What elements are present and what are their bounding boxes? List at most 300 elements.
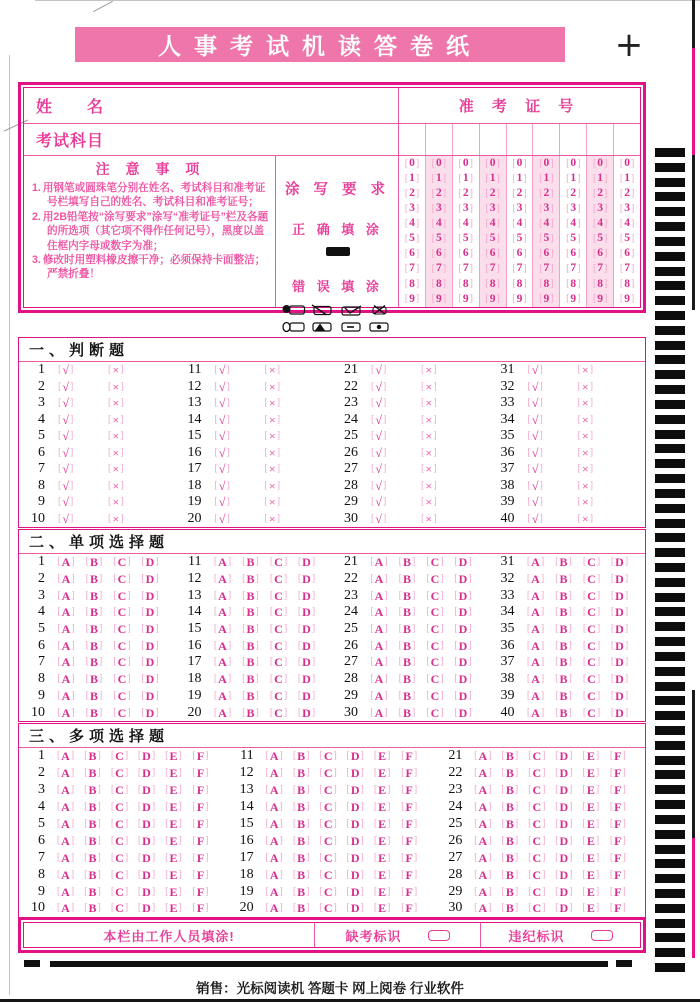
answer-bubble[interactable]: [ E ]: [165, 867, 182, 882]
answer-bubble[interactable]: [ C ]: [269, 572, 288, 587]
ticket-digit-bubble[interactable]: [ 2 ]: [512, 186, 527, 199]
answer-bubble[interactable]: [ F ]: [609, 783, 626, 798]
answer-bubble[interactable]: [ A ]: [265, 850, 283, 865]
answer-bubble[interactable]: [ F ]: [401, 833, 418, 848]
answer-bubble[interactable]: [ E ]: [165, 850, 182, 865]
ticket-digit-bubble[interactable]: [ 1 ]: [431, 171, 447, 184]
answer-bubble[interactable]: [ √ ]: [58, 379, 74, 394]
answer-bubble[interactable]: [ A ]: [370, 605, 388, 620]
ticket-digit-bubble[interactable]: [ 1 ]: [485, 171, 500, 184]
answer-bubble[interactable]: [ F ]: [192, 901, 209, 916]
ticket-digit-bubble[interactable]: [ 8 ]: [431, 277, 447, 290]
answer-bubble[interactable]: [ B ]: [85, 688, 103, 703]
answer-bubble[interactable]: [ √ ]: [527, 511, 543, 526]
answer-bubble[interactable]: [ C ]: [113, 622, 131, 637]
answer-bubble[interactable]: [ B ]: [242, 588, 259, 603]
ticket-digit-bubble[interactable]: [ 5 ]: [566, 232, 581, 245]
answer-bubble[interactable]: [ √ ]: [371, 412, 387, 427]
answer-bubble[interactable]: [ √ ]: [58, 429, 74, 444]
answer-bubble[interactable]: [ B ]: [398, 605, 416, 620]
answer-bubble[interactable]: [ C ]: [582, 688, 601, 703]
ticket-digit-bubble[interactable]: [ 5 ]: [404, 232, 420, 245]
answer-bubble[interactable]: [ C ]: [426, 588, 444, 603]
answer-bubble[interactable]: [ C ]: [319, 783, 337, 798]
answer-bubble[interactable]: [ C ]: [528, 833, 546, 848]
answer-bubble[interactable]: [ √ ]: [527, 412, 543, 427]
answer-bubble[interactable]: [ × ]: [421, 511, 437, 526]
answer-bubble[interactable]: [ C ]: [110, 867, 129, 882]
answer-bubble[interactable]: [ C ]: [269, 605, 288, 620]
answer-bubble[interactable]: [ E ]: [373, 901, 391, 916]
ticket-digit-bubble[interactable]: [ 4 ]: [566, 217, 581, 230]
answer-bubble[interactable]: [ × ]: [577, 379, 594, 394]
ticket-digit-bubble[interactable]: [ 7 ]: [512, 262, 527, 275]
ticket-write-cell[interactable]: [399, 124, 425, 155]
answer-bubble[interactable]: [ C ]: [528, 749, 546, 764]
ticket-digit-bubble[interactable]: [ 5 ]: [458, 232, 473, 245]
answer-bubble[interactable]: [ × ]: [577, 462, 594, 477]
answer-bubble[interactable]: [ A ]: [213, 588, 232, 603]
answer-bubble[interactable]: [ × ]: [421, 396, 437, 411]
subject-row[interactable]: [24, 124, 398, 156]
answer-bubble[interactable]: [ A ]: [526, 672, 545, 687]
answer-bubble[interactable]: [ E ]: [582, 800, 600, 815]
answer-bubble[interactable]: [ D ]: [346, 833, 364, 848]
ticket-digit-bubble[interactable]: [ 2 ]: [566, 186, 581, 199]
answer-bubble[interactable]: [ D ]: [346, 800, 364, 815]
answer-bubble[interactable]: [ A ]: [526, 588, 545, 603]
ticket-digit-bubble[interactable]: [ 2 ]: [539, 186, 554, 199]
answer-bubble[interactable]: [ D ]: [610, 688, 629, 703]
ticket-digit-bubble[interactable]: [ 9 ]: [512, 292, 527, 305]
answer-bubble[interactable]: [ A ]: [57, 638, 75, 653]
answer-bubble[interactable]: [ D ]: [297, 555, 316, 570]
answer-bubble[interactable]: [ A ]: [57, 688, 75, 703]
answer-bubble[interactable]: [ B ]: [501, 766, 519, 781]
answer-bubble[interactable]: [ A ]: [526, 655, 545, 670]
answer-bubble[interactable]: [ D ]: [137, 766, 156, 781]
ticket-digit-bubble[interactable]: [ 3 ]: [592, 202, 608, 215]
answer-bubble[interactable]: [ D ]: [137, 833, 156, 848]
ticket-digit-bubble[interactable]: [ 8 ]: [619, 277, 635, 290]
ticket-digit-bubble[interactable]: [ 9 ]: [619, 292, 635, 305]
ticket-digit-bubble[interactable]: [ 5 ]: [619, 232, 635, 245]
answer-bubble[interactable]: [ D ]: [137, 783, 156, 798]
ticket-digit-bubble[interactable]: [ 3 ]: [566, 202, 581, 215]
answer-bubble[interactable]: [ √ ]: [58, 412, 74, 427]
answer-bubble[interactable]: [ F ]: [192, 850, 209, 865]
ticket-digit-bubble[interactable]: [ 4 ]: [458, 217, 473, 230]
ticket-digit-bubble[interactable]: [ 2 ]: [485, 186, 500, 199]
ticket-digit-bubble[interactable]: [ 6 ]: [566, 247, 581, 260]
answer-bubble[interactable]: [ √ ]: [214, 379, 230, 394]
answer-bubble[interactable]: [ C ]: [319, 800, 337, 815]
answer-bubble[interactable]: [ √ ]: [214, 412, 230, 427]
ticket-digit-bubble[interactable]: [ 8 ]: [404, 277, 420, 290]
answer-bubble[interactable]: [ C ]: [319, 817, 337, 831]
answer-bubble[interactable]: [ × ]: [421, 495, 437, 510]
answer-bubble[interactable]: [ E ]: [165, 884, 182, 899]
answer-bubble[interactable]: [ A ]: [213, 688, 232, 703]
answer-bubble[interactable]: [ × ]: [264, 511, 281, 526]
answer-bubble[interactable]: [ A ]: [474, 783, 492, 798]
answer-bubble[interactable]: [ B ]: [398, 555, 416, 570]
answer-bubble[interactable]: [ √ ]: [371, 478, 387, 493]
ticket-digit-bubble[interactable]: [ 3 ]: [458, 202, 473, 215]
answer-bubble[interactable]: [ C ]: [110, 783, 129, 798]
answer-bubble[interactable]: [ A ]: [474, 884, 492, 899]
answer-bubble[interactable]: [ B ]: [85, 638, 103, 653]
answer-bubble[interactable]: [ B ]: [292, 833, 310, 848]
ticket-digit-bubble[interactable]: [ 5 ]: [485, 232, 500, 245]
answer-bubble[interactable]: [ B ]: [85, 705, 103, 720]
answer-bubble[interactable]: [ F ]: [609, 884, 626, 899]
answer-bubble[interactable]: [ E ]: [165, 901, 182, 916]
answer-bubble[interactable]: [ × ]: [108, 396, 124, 411]
answer-bubble[interactable]: [ C ]: [582, 622, 601, 637]
answer-bubble[interactable]: [ C ]: [269, 688, 288, 703]
answer-bubble[interactable]: [ B ]: [292, 867, 310, 882]
answer-bubble[interactable]: [ A ]: [57, 588, 75, 603]
ticket-digit-bubble[interactable]: [ 4 ]: [512, 217, 527, 230]
answer-bubble[interactable]: [ × ]: [421, 363, 437, 378]
answer-bubble[interactable]: [ C ]: [269, 672, 288, 687]
answer-bubble[interactable]: [ × ]: [108, 495, 124, 510]
answer-bubble[interactable]: [ √ ]: [58, 478, 74, 493]
answer-bubble[interactable]: [ B ]: [85, 588, 103, 603]
answer-bubble[interactable]: [ B ]: [501, 800, 519, 815]
answer-bubble[interactable]: [ C ]: [582, 655, 601, 670]
answer-bubble[interactable]: [ B ]: [555, 672, 572, 687]
answer-bubble[interactable]: [ A ]: [526, 555, 545, 570]
answer-bubble[interactable]: [ A ]: [213, 572, 232, 587]
answer-bubble[interactable]: [ D ]: [555, 850, 573, 865]
answer-bubble[interactable]: [ × ]: [264, 412, 281, 427]
ticket-digit-bubble[interactable]: [ 3 ]: [619, 202, 635, 215]
answer-bubble[interactable]: [ D ]: [555, 884, 573, 899]
answer-bubble[interactable]: [ D ]: [555, 817, 573, 831]
ticket-digit-bubble[interactable]: [ 0 ]: [566, 156, 581, 169]
answer-bubble[interactable]: [ C ]: [110, 749, 129, 764]
answer-bubble[interactable]: [ B ]: [242, 672, 259, 687]
answer-bubble[interactable]: [ B ]: [84, 901, 101, 916]
answer-bubble[interactable]: [ D ]: [297, 572, 316, 587]
answer-bubble[interactable]: [ E ]: [582, 884, 600, 899]
answer-bubble[interactable]: [ × ]: [108, 429, 124, 444]
ticket-digit-bubble[interactable]: [ 5 ]: [431, 232, 447, 245]
answer-bubble[interactable]: [ √ ]: [58, 445, 74, 460]
answer-bubble[interactable]: [ A ]: [370, 572, 388, 587]
answer-bubble[interactable]: [ C ]: [582, 638, 601, 653]
answer-bubble[interactable]: [ C ]: [110, 766, 129, 781]
answer-bubble[interactable]: [ F ]: [609, 867, 626, 882]
answer-bubble[interactable]: [ F ]: [401, 749, 418, 764]
answer-bubble[interactable]: [ D ]: [297, 588, 316, 603]
ticket-write-cell[interactable]: [479, 124, 506, 155]
answer-bubble[interactable]: [ F ]: [609, 749, 626, 764]
answer-bubble[interactable]: [ A ]: [56, 867, 75, 882]
answer-bubble[interactable]: [ C ]: [582, 605, 601, 620]
answer-bubble[interactable]: [ A ]: [56, 884, 75, 899]
answer-bubble[interactable]: [ B ]: [501, 817, 519, 831]
answer-bubble[interactable]: [ E ]: [165, 783, 182, 798]
answer-bubble[interactable]: [ C ]: [426, 655, 444, 670]
answer-bubble[interactable]: [ √ ]: [214, 429, 230, 444]
answer-bubble[interactable]: [ √ ]: [214, 396, 230, 411]
ticket-digit-bubble[interactable]: [ 1 ]: [404, 171, 420, 184]
answer-bubble[interactable]: [ F ]: [401, 766, 418, 781]
answer-bubble[interactable]: [ B ]: [398, 622, 416, 637]
ticket-digit-bubble[interactable]: [ 0 ]: [431, 156, 447, 169]
answer-bubble[interactable]: [ A ]: [370, 705, 388, 720]
answer-bubble[interactable]: [ × ]: [577, 396, 594, 411]
ticket-digit-bubble[interactable]: [ 7 ]: [619, 262, 635, 275]
answer-bubble[interactable]: [ B ]: [292, 901, 310, 916]
answer-bubble[interactable]: [ A ]: [265, 766, 283, 781]
ticket-digit-bubble[interactable]: [ 3 ]: [431, 202, 447, 215]
ticket-write-cell[interactable]: [452, 124, 479, 155]
answer-bubble[interactable]: [ × ]: [108, 363, 124, 378]
answer-bubble[interactable]: [ A ]: [56, 833, 75, 848]
answer-bubble[interactable]: [ × ]: [264, 363, 281, 378]
answer-bubble[interactable]: [ √ ]: [371, 396, 387, 411]
answer-bubble[interactable]: [ × ]: [577, 363, 594, 378]
answer-bubble[interactable]: [ C ]: [426, 555, 444, 570]
answer-bubble[interactable]: [ B ]: [242, 572, 259, 587]
answer-bubble[interactable]: [ A ]: [213, 672, 232, 687]
answer-bubble[interactable]: [ A ]: [213, 705, 232, 720]
answer-bubble[interactable]: [ × ]: [421, 429, 437, 444]
answer-bubble[interactable]: [ D ]: [141, 672, 159, 687]
answer-bubble[interactable]: [ A ]: [474, 901, 492, 916]
answer-bubble[interactable]: [ D ]: [141, 655, 159, 670]
answer-bubble[interactable]: [ C ]: [319, 833, 337, 848]
answer-bubble[interactable]: [ F ]: [192, 867, 209, 882]
answer-bubble[interactable]: [ F ]: [192, 749, 209, 764]
answer-bubble[interactable]: [ B ]: [555, 588, 572, 603]
answer-bubble[interactable]: [ B ]: [84, 800, 101, 815]
answer-bubble[interactable]: [ E ]: [373, 867, 391, 882]
ticket-digit-bubble[interactable]: [ 6 ]: [619, 247, 635, 260]
answer-bubble[interactable]: [ × ]: [421, 379, 437, 394]
ticket-digit-bubble[interactable]: [ 9 ]: [592, 292, 608, 305]
answer-bubble[interactable]: [ × ]: [264, 462, 281, 477]
ticket-write-cell[interactable]: [559, 124, 586, 155]
answer-bubble[interactable]: [ B ]: [85, 605, 103, 620]
ticket-write-cell[interactable]: [425, 124, 452, 155]
answer-bubble[interactable]: [ × ]: [264, 396, 281, 411]
answer-bubble[interactable]: [ B ]: [242, 638, 259, 653]
answer-bubble[interactable]: [ A ]: [370, 672, 388, 687]
answer-bubble[interactable]: [ C ]: [426, 688, 444, 703]
ticket-digit-bubble[interactable]: [ 6 ]: [592, 247, 608, 260]
answer-bubble[interactable]: [ C ]: [269, 555, 288, 570]
answer-bubble[interactable]: [ × ]: [577, 511, 594, 526]
answer-bubble[interactable]: [ B ]: [398, 638, 416, 653]
answer-bubble[interactable]: [ C ]: [269, 588, 288, 603]
answer-bubble[interactable]: [ E ]: [582, 901, 600, 916]
answer-bubble[interactable]: [ A ]: [265, 783, 283, 798]
answer-bubble[interactable]: [ √ ]: [58, 495, 74, 510]
answer-bubble[interactable]: [ A ]: [370, 555, 388, 570]
answer-bubble[interactable]: [ C ]: [582, 705, 601, 720]
ticket-write-cell[interactable]: [532, 124, 559, 155]
answer-bubble[interactable]: [ D ]: [454, 622, 472, 637]
answer-bubble[interactable]: [ A ]: [370, 588, 388, 603]
answer-bubble[interactable]: [ C ]: [528, 850, 546, 865]
answer-bubble[interactable]: [ √ ]: [214, 445, 230, 460]
ticket-digit-bubble[interactable]: [ 0 ]: [512, 156, 527, 169]
answer-bubble[interactable]: [ D ]: [141, 705, 159, 720]
answer-bubble[interactable]: [ D ]: [555, 749, 573, 764]
ticket-digit-bubble[interactable]: [ 0 ]: [485, 156, 500, 169]
answer-bubble[interactable]: [ F ]: [192, 884, 209, 899]
answer-bubble[interactable]: [ C ]: [113, 655, 131, 670]
answer-bubble[interactable]: [ E ]: [373, 833, 391, 848]
answer-bubble[interactable]: [ D ]: [555, 833, 573, 848]
answer-bubble[interactable]: [ D ]: [610, 672, 629, 687]
answer-bubble[interactable]: [ × ]: [577, 445, 594, 460]
violation-mark-bubble[interactable]: [591, 930, 613, 941]
answer-bubble[interactable]: [ B ]: [292, 783, 310, 798]
answer-bubble[interactable]: [ D ]: [141, 638, 159, 653]
ticket-digit-bubble[interactable]: [ 6 ]: [431, 247, 447, 260]
ticket-digit-bubble[interactable]: [ 0 ]: [404, 156, 420, 169]
answer-bubble[interactable]: [ C ]: [113, 588, 131, 603]
answer-bubble[interactable]: [ D ]: [610, 588, 629, 603]
answer-bubble[interactable]: [ A ]: [370, 655, 388, 670]
answer-bubble[interactable]: [ B ]: [242, 655, 259, 670]
answer-bubble[interactable]: [ D ]: [137, 800, 156, 815]
answer-bubble[interactable]: [ × ]: [577, 495, 594, 510]
ticket-digit-bubble[interactable]: [ 9 ]: [431, 292, 447, 305]
answer-bubble[interactable]: [ E ]: [373, 766, 391, 781]
answer-bubble[interactable]: [ C ]: [110, 833, 129, 848]
answer-bubble[interactable]: [ C ]: [528, 867, 546, 882]
ticket-digit-bubble[interactable]: [ 1 ]: [458, 171, 473, 184]
answer-bubble[interactable]: [ A ]: [213, 555, 232, 570]
answer-bubble[interactable]: [ C ]: [319, 901, 337, 916]
answer-bubble[interactable]: [ D ]: [297, 705, 316, 720]
answer-bubble[interactable]: [ C ]: [319, 766, 337, 781]
answer-bubble[interactable]: [ F ]: [401, 783, 418, 798]
answer-bubble[interactable]: [ D ]: [454, 588, 472, 603]
ticket-digit-bubble[interactable]: [ 2 ]: [431, 186, 447, 199]
answer-bubble[interactable]: [ D ]: [137, 749, 156, 764]
answer-bubble[interactable]: [ √ ]: [214, 478, 230, 493]
answer-bubble[interactable]: [ A ]: [474, 749, 492, 764]
answer-bubble[interactable]: [ E ]: [165, 833, 182, 848]
answer-bubble[interactable]: [ D ]: [610, 622, 629, 637]
ticket-digit-bubble[interactable]: [ 2 ]: [404, 186, 420, 199]
answer-bubble[interactable]: [ D ]: [555, 766, 573, 781]
answer-bubble[interactable]: [ E ]: [373, 817, 391, 831]
answer-bubble[interactable]: [ B ]: [292, 884, 310, 899]
answer-bubble[interactable]: [ × ]: [577, 429, 594, 444]
answer-bubble[interactable]: [ F ]: [609, 766, 626, 781]
answer-bubble[interactable]: [ √ ]: [527, 445, 543, 460]
answer-bubble[interactable]: [ B ]: [84, 833, 101, 848]
answer-bubble[interactable]: [ A ]: [474, 800, 492, 815]
answer-bubble[interactable]: [ C ]: [110, 817, 129, 831]
answer-bubble[interactable]: [ B ]: [84, 817, 101, 831]
ticket-digit-bubble[interactable]: [ 6 ]: [458, 247, 473, 260]
answer-bubble[interactable]: [ D ]: [346, 901, 364, 916]
answer-bubble[interactable]: [ C ]: [113, 605, 131, 620]
ticket-digit-bubble[interactable]: [ 8 ]: [458, 277, 473, 290]
answer-bubble[interactable]: [ C ]: [528, 766, 546, 781]
answer-bubble[interactable]: [ B ]: [501, 884, 519, 899]
answer-bubble[interactable]: [ D ]: [346, 749, 364, 764]
answer-bubble[interactable]: [ B ]: [242, 705, 259, 720]
answer-bubble[interactable]: [ × ]: [264, 379, 281, 394]
answer-bubble[interactable]: [ E ]: [582, 783, 600, 798]
answer-bubble[interactable]: [ D ]: [610, 555, 629, 570]
ticket-digit-bubble[interactable]: [ 7 ]: [458, 262, 473, 275]
answer-bubble[interactable]: [ C ]: [319, 867, 337, 882]
answer-bubble[interactable]: [ E ]: [582, 749, 600, 764]
answer-bubble[interactable]: [ A ]: [57, 622, 75, 637]
ticket-digit-bubble[interactable]: [ 1 ]: [566, 171, 581, 184]
answer-bubble[interactable]: [ B ]: [84, 749, 101, 764]
answer-bubble[interactable]: [ B ]: [242, 605, 259, 620]
absent-mark-bubble[interactable]: [428, 930, 450, 941]
answer-bubble[interactable]: [ D ]: [137, 901, 156, 916]
answer-bubble[interactable]: [ A ]: [526, 705, 545, 720]
answer-bubble[interactable]: [ E ]: [165, 749, 182, 764]
answer-bubble[interactable]: [ C ]: [110, 850, 129, 865]
answer-bubble[interactable]: [ D ]: [297, 688, 316, 703]
answer-bubble[interactable]: [ B ]: [555, 572, 572, 587]
answer-bubble[interactable]: [ D ]: [610, 638, 629, 653]
answer-bubble[interactable]: [ C ]: [528, 800, 546, 815]
answer-bubble[interactable]: [ D ]: [610, 655, 629, 670]
answer-bubble[interactable]: [ B ]: [398, 688, 416, 703]
answer-bubble[interactable]: [ D ]: [141, 622, 159, 637]
answer-bubble[interactable]: [ √ ]: [58, 511, 74, 526]
answer-bubble[interactable]: [ F ]: [401, 817, 418, 831]
answer-bubble[interactable]: [ B ]: [292, 800, 310, 815]
answer-bubble[interactable]: [ B ]: [501, 783, 519, 798]
answer-bubble[interactable]: [ C ]: [582, 572, 601, 587]
answer-bubble[interactable]: [ D ]: [555, 800, 573, 815]
answer-bubble[interactable]: [ C ]: [426, 638, 444, 653]
answer-bubble[interactable]: [ × ]: [577, 478, 594, 493]
answer-bubble[interactable]: [ F ]: [609, 833, 626, 848]
answer-bubble[interactable]: [ C ]: [528, 783, 546, 798]
answer-bubble[interactable]: [ B ]: [555, 688, 572, 703]
ticket-digit-bubble[interactable]: [ 9 ]: [404, 292, 420, 305]
answer-bubble[interactable]: [ B ]: [555, 622, 572, 637]
answer-bubble[interactable]: [ C ]: [319, 749, 337, 764]
answer-bubble[interactable]: [ A ]: [57, 572, 75, 587]
answer-bubble[interactable]: [ F ]: [401, 867, 418, 882]
answer-bubble[interactable]: [ D ]: [454, 672, 472, 687]
answer-bubble[interactable]: [ E ]: [373, 783, 391, 798]
ticket-digit-bubble[interactable]: [ 1 ]: [592, 171, 608, 184]
ticket-digit-bubble[interactable]: [ 6 ]: [404, 247, 420, 260]
answer-bubble[interactable]: [ D ]: [137, 850, 156, 865]
answer-bubble[interactable]: [ E ]: [165, 766, 182, 781]
answer-bubble[interactable]: [ C ]: [582, 672, 601, 687]
answer-bubble[interactable]: [ C ]: [269, 638, 288, 653]
answer-bubble[interactable]: [ A ]: [56, 901, 75, 916]
ticket-digit-bubble[interactable]: [ 8 ]: [485, 277, 500, 290]
answer-bubble[interactable]: [ B ]: [85, 622, 103, 637]
answer-bubble[interactable]: [ F ]: [401, 850, 418, 865]
answer-bubble[interactable]: [ √ ]: [58, 363, 74, 378]
ticket-digit-bubble[interactable]: [ 0 ]: [539, 156, 554, 169]
